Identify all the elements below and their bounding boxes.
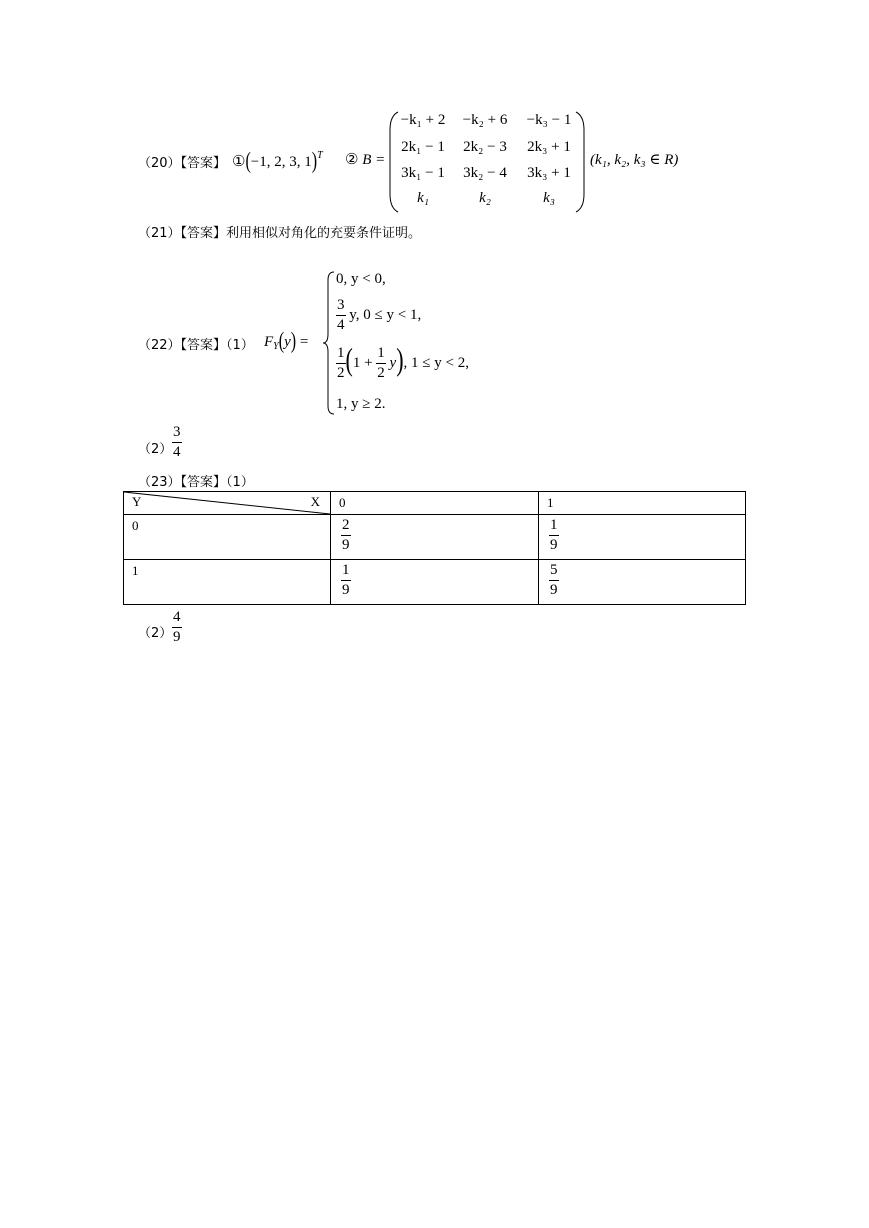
corner-diagonal xyxy=(124,492,330,514)
q20-transpose: T xyxy=(317,150,323,161)
q21-text: 利用相似对角化的充要条件证明。 xyxy=(226,226,422,241)
matrix-cell: 3k₂ − 4 xyxy=(463,165,507,181)
q22-part2-label: （2） xyxy=(138,442,173,457)
matrix-cell: 2k₁ − 1 xyxy=(401,139,445,155)
table-row xyxy=(124,515,746,560)
q20-part1: ①(−1, 2, 3, 1)$^T$ xyxy=(232,148,323,174)
matrix-b xyxy=(388,110,588,214)
q23-label: （23）【答案】（1） xyxy=(138,475,254,490)
q23-part2-fraction: $\frac{4}{9}$ xyxy=(173,609,181,645)
table-cell: $\frac{5}{9}$ xyxy=(539,560,746,605)
table-cell: $\frac{1}{9}$ xyxy=(331,560,539,605)
q20-label: （20）【答案】 xyxy=(138,156,227,171)
q20-vector: −1, 2, 3, 1 xyxy=(250,154,312,170)
circle-one: ① xyxy=(232,154,246,170)
table-cell: $\frac{1}{9}$ xyxy=(539,515,746,560)
q20-part2 xyxy=(345,150,385,169)
table-col-header: 1 xyxy=(539,492,746,515)
table-row xyxy=(124,560,746,605)
matrix-cell: k₂ xyxy=(479,190,491,206)
matrix-cell: k₃ xyxy=(543,190,555,206)
matrix-cell: −k₁ + 2 xyxy=(400,112,446,128)
table-header-row xyxy=(124,492,746,515)
piecewise-brace xyxy=(322,270,336,416)
q23-part2-label: （2） xyxy=(138,626,173,641)
table-corner-cell xyxy=(124,492,331,515)
q22-part1-label: （1） xyxy=(226,338,254,353)
matrix-cell: 3k₃ + 1 xyxy=(527,165,571,181)
q21-answer xyxy=(138,222,421,241)
matrix-cell: 2k₃ + 1 xyxy=(527,139,571,155)
joint-distribution-table xyxy=(123,491,746,605)
matrix-cell: 2k₂ − 3 xyxy=(463,139,507,155)
matrix-cell: −k₂ + 6 xyxy=(462,112,508,128)
piecewise-case-4: 1, y ≥ 2. xyxy=(336,396,386,412)
q20-condition: (k₁, k₂, k₃ ∈ R) xyxy=(590,152,679,168)
matrix-cell: −k₃ − 1 xyxy=(526,112,572,128)
table-cell: $\frac{2}{9}$ xyxy=(331,515,539,560)
piecewise-case-2: $\frac{3}{4}$ y, 0 ≤ y < 1, xyxy=(337,297,422,333)
table-col-header: 0 xyxy=(331,492,539,515)
piecewise-case-1: 0, y < 0, xyxy=(336,271,386,287)
q22-part2-fraction: $\frac{3}{4}$ xyxy=(173,424,181,460)
matrix-cell: 3k₁ − 1 xyxy=(401,165,445,181)
table-row-header: 0 xyxy=(124,515,331,560)
q22-function: $F_Y(y)$ = xyxy=(264,328,309,354)
circle-two: ② xyxy=(345,152,359,168)
q21-label: （21）【答案】 xyxy=(138,226,227,241)
corner-x-label: X xyxy=(310,494,320,509)
q22-label: （22）【答案】 xyxy=(138,338,227,353)
matrix-cell: k₁ xyxy=(417,190,429,206)
matrix-b-label: B = xyxy=(362,152,386,168)
piecewise-case-3: $\frac{1}{2}$ (1 + $\frac{1}{2}$ y), 1 ≤ y < 2, xyxy=(337,341,469,381)
corner-y-label: Y xyxy=(132,494,142,509)
q22-answer-label xyxy=(138,334,254,353)
table-row-header: 1 xyxy=(124,560,331,605)
